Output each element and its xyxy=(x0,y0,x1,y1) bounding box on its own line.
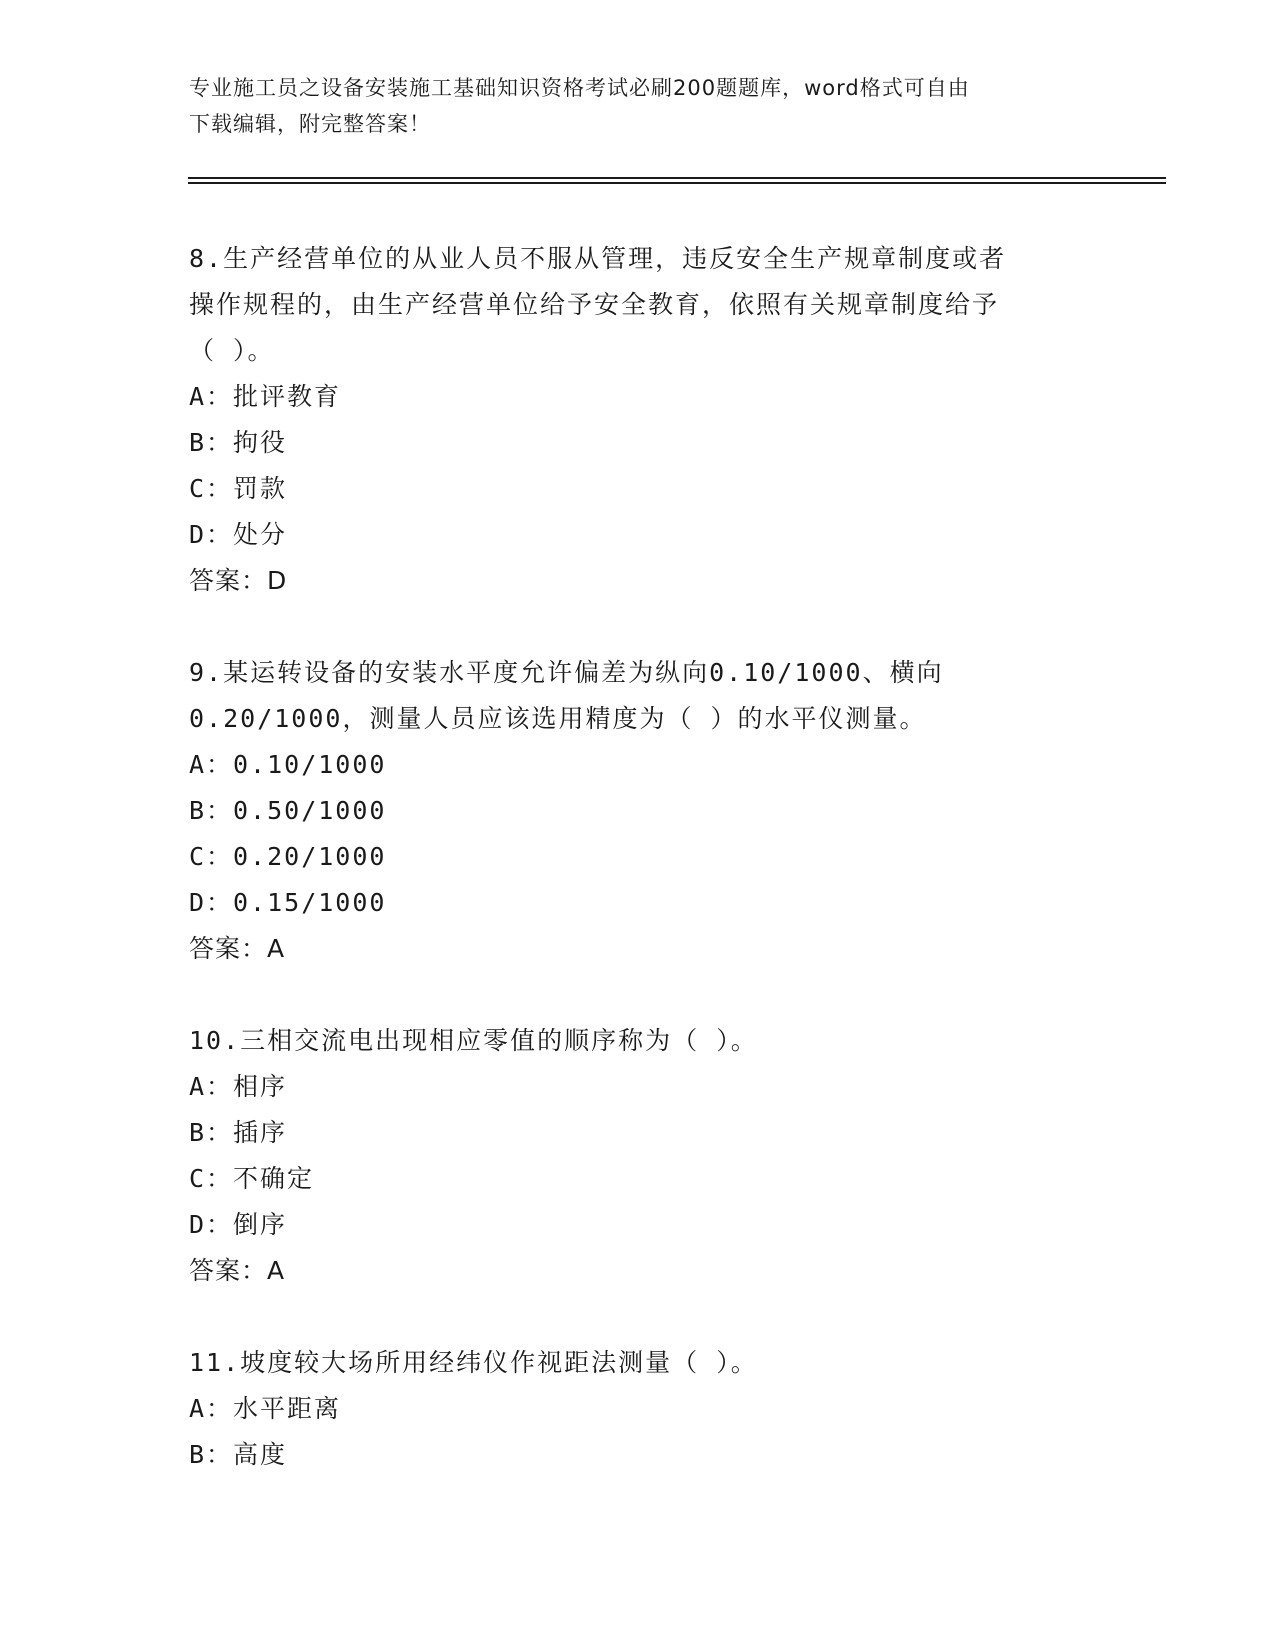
answer-line: 答案：D xyxy=(189,566,288,595)
question-stem-line: 9.某运转设备的安装水平度允许偏差为纵向0.10/1000、横向 xyxy=(189,658,944,687)
header-line-2: 下载编辑，附完整答案！ xyxy=(189,112,431,136)
option-letter: C： xyxy=(189,474,234,503)
option-d xyxy=(189,1202,1089,1248)
option-letter: A： xyxy=(189,382,234,411)
question-9 xyxy=(189,650,1089,972)
option-c xyxy=(189,466,1089,512)
header-divider-top xyxy=(188,177,1166,179)
question-11 xyxy=(189,1340,1089,1478)
option-c xyxy=(189,1156,1089,1202)
option-letter: D： xyxy=(189,520,234,549)
option-c xyxy=(189,834,1089,880)
option-letter: B： xyxy=(189,428,234,457)
option-text: 拘役 xyxy=(233,428,288,457)
option-letter: A： xyxy=(189,750,234,779)
question-10 xyxy=(189,1018,1089,1294)
option-text: 不确定 xyxy=(233,1164,315,1193)
option-a xyxy=(189,374,1089,420)
option-b xyxy=(189,788,1089,834)
option-text: 罚款 xyxy=(233,474,288,503)
question-stem-line: 10.三相交流电出现相应零值的顺序称为（ ）。 xyxy=(189,1026,758,1055)
option-text: 0.20/1000 xyxy=(233,842,387,871)
answer-line: 答案：A xyxy=(189,934,286,963)
option-text: 0.50/1000 xyxy=(233,796,387,825)
option-text: 相序 xyxy=(233,1072,288,1101)
option-text: 处分 xyxy=(233,520,288,549)
option-letter: C： xyxy=(189,1164,234,1193)
option-letter: D： xyxy=(189,888,234,917)
document-header xyxy=(189,70,1089,142)
option-text: 倒序 xyxy=(233,1210,288,1239)
option-letter: A： xyxy=(189,1394,234,1423)
option-text: 高度 xyxy=(233,1440,288,1469)
option-a xyxy=(189,742,1089,788)
option-text: 0.10/1000 xyxy=(233,750,387,779)
option-b xyxy=(189,420,1089,466)
option-d xyxy=(189,880,1089,926)
question-stem-line: 操作规程的，由生产经营单位给予安全教育，依照有关规章制度给予 xyxy=(189,290,1000,319)
option-a xyxy=(189,1386,1089,1432)
option-b xyxy=(189,1432,1089,1478)
option-b xyxy=(189,1110,1089,1156)
question-stem-line: 0.20/1000，测量人员应该选用精度为（ ）的水平仪测量。 xyxy=(189,704,927,733)
option-a xyxy=(189,1064,1089,1110)
header-line-1: 专业施工员之设备安装施工基础知识资格考试必刷200题题库，word格式可自由 xyxy=(189,76,970,100)
option-text: 水平距离 xyxy=(233,1394,342,1423)
question-stem-line: （ ）。 xyxy=(189,336,275,365)
option-letter: B： xyxy=(189,1118,234,1147)
option-text: 插序 xyxy=(233,1118,288,1147)
answer-line: 答案：A xyxy=(189,1256,286,1285)
question-stem-line: 8.生产经营单位的从业人员不服从管理，违反安全生产规章制度或者 xyxy=(189,244,1007,273)
question-8 xyxy=(189,236,1089,604)
option-letter: A： xyxy=(189,1072,234,1101)
option-d xyxy=(189,512,1089,558)
option-text: 批评教育 xyxy=(233,382,342,411)
question-stem-line: 11.坡度较大场所用经纬仪作视距法测量（ ）。 xyxy=(189,1348,758,1377)
question-list xyxy=(189,236,1089,1524)
option-letter: B： xyxy=(189,796,234,825)
option-text: 0.15/1000 xyxy=(233,888,387,917)
header-divider-bottom xyxy=(188,182,1166,184)
option-letter: B： xyxy=(189,1440,234,1469)
option-letter: D： xyxy=(189,1210,234,1239)
option-letter: C： xyxy=(189,842,234,871)
